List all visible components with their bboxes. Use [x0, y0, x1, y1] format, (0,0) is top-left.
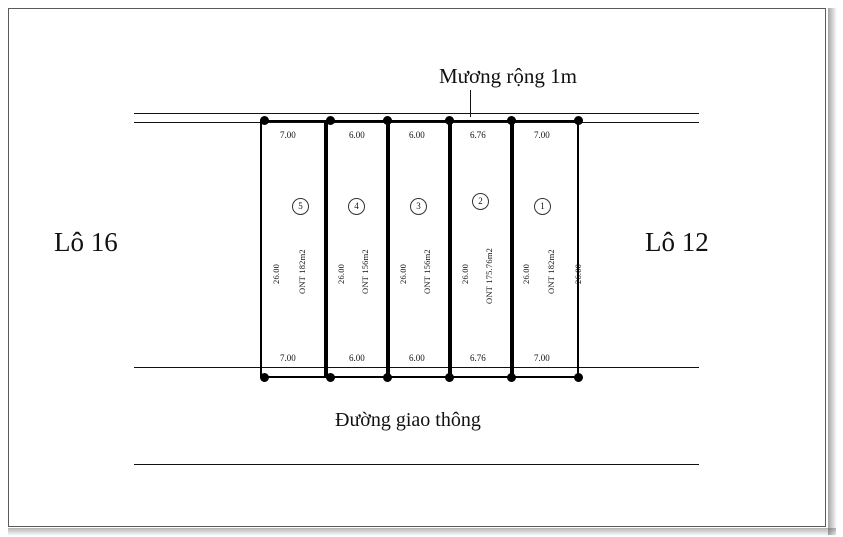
plot-2-top-width: 6.76	[470, 130, 486, 140]
plot-3-top-width: 6.00	[409, 130, 425, 140]
plot-5-area: ONT 182m2	[297, 249, 307, 294]
plot-rect-2[interactable]	[450, 120, 512, 378]
node-bottom-5	[507, 373, 516, 382]
plot-3-number[interactable]: 3	[410, 198, 427, 215]
right-block-label: Lô 12	[645, 227, 709, 257]
page-shadow-right	[828, 8, 837, 535]
page-frame	[8, 8, 826, 527]
plot-1-depth: 26.00	[521, 263, 531, 284]
node-bottom-4	[445, 373, 454, 382]
node-top-4	[445, 116, 454, 125]
plot-1-top-width: 7.00	[534, 130, 550, 140]
node-bottom-6	[574, 373, 583, 382]
road-label: Đường giao thông	[335, 409, 481, 431]
node-top-5	[507, 116, 516, 125]
plot-rect-3[interactable]	[388, 120, 450, 378]
plot-5-number[interactable]: 5	[292, 198, 309, 215]
node-top-1	[260, 116, 269, 125]
plot-3-depth: 26.00	[398, 263, 408, 284]
plot-5-depth: 26.00	[271, 263, 281, 284]
plot-3-bottom-width: 6.00	[409, 353, 425, 363]
node-bottom-2	[326, 373, 335, 382]
plot-2-number[interactable]: 2	[472, 193, 489, 210]
plot-rect-5[interactable]	[260, 120, 326, 378]
right-edge-depth: 26.00	[573, 263, 583, 284]
plot-3-area: ONT 156m2	[422, 249, 432, 294]
plot-1-bottom-width: 7.00	[534, 353, 550, 363]
plot-1-area: ONT 182m2	[546, 249, 556, 294]
node-top-2	[326, 116, 335, 125]
plot-4-bottom-width: 6.00	[349, 353, 365, 363]
canal-line-top	[134, 113, 699, 114]
node-bottom-3	[383, 373, 392, 382]
left-block-label: Lô 16	[54, 227, 118, 257]
plot-5-top-width: 7.00	[280, 130, 296, 140]
plot-4-area: ONT 156m2	[360, 249, 370, 294]
plot-5-bottom-width: 7.00	[280, 353, 296, 363]
node-top-6	[574, 116, 583, 125]
plot-2-bottom-width: 6.76	[470, 353, 486, 363]
node-bottom-1	[260, 373, 269, 382]
plot-2-area: ONT 175.76m2	[484, 247, 494, 304]
page-shadow-bottom	[8, 528, 836, 536]
plot-4-number[interactable]: 4	[348, 198, 365, 215]
plot-4-top-width: 6.00	[349, 130, 365, 140]
plot-rect-4[interactable]	[326, 120, 388, 378]
canal-title: Mương rộng 1m	[439, 64, 577, 88]
road-line-bottom	[134, 464, 699, 465]
plot-2-depth: 26.00	[460, 263, 470, 284]
node-top-3	[383, 116, 392, 125]
plot-1-number[interactable]: 1	[534, 198, 551, 215]
plot-4-depth: 26.00	[336, 263, 346, 284]
